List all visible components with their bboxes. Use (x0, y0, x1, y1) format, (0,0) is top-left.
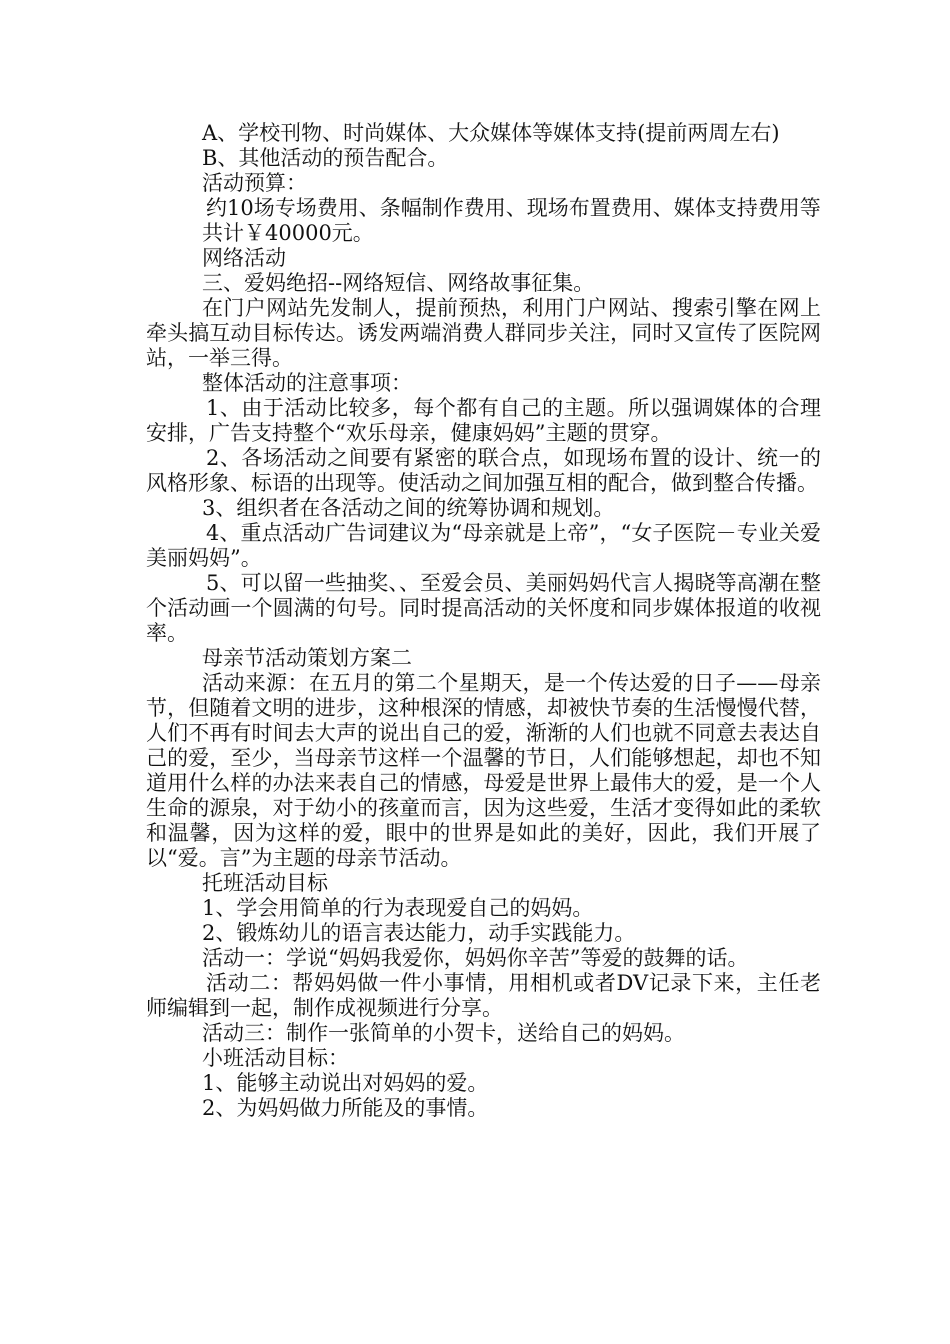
paragraph-note-2: 2、各场活动之间要有紧密的联合点，如现场布置的设计、统一的风格形象、标语的出现等。使活动之间加强互相的配合，做到整合传播。 (146, 446, 821, 495)
paragraph-toddler-goal-1: 1、学会用简单的行为表现爱自己的妈妈。 (202, 896, 594, 920)
paragraph-budget-total: 共计￥40000元。 (202, 221, 374, 245)
paragraph-online-heading: 网络活动 (202, 246, 286, 270)
paragraph-budget-heading: 活动预算： (202, 171, 307, 195)
paragraph-preview: B、其他活动的预告配合。 (202, 146, 449, 170)
paragraph-toddler-goals-heading: 托班活动目标 (202, 871, 328, 895)
document-body (146, 121, 821, 1121)
paragraph-activity-two: 活动二：帮妈妈做一件小事情，用相机或者DV记录下来，主任老师编辑到一起，制作成视频进行分享。 (146, 971, 821, 1020)
paragraph-activity-source: 活动来源：在五月的第二个星期天，是一个传达爱的日子——母亲节，但随着文明的进步，这种根深的情感，却被快节奏的生活慢慢代替，人们不再有时间去大声的说出自己的爱，渐渐的人们也就不同意去表达自己的爱，至少，当母亲节这样一个温馨的节日，人们能够想起，却也不知道用什么样的办法来表自己的情感，母爱是世界上最伟大的爱，是一个人生命的源泉，对于幼小的孩童而言，因为这些爱，生活才变得如此的柔软和温馨，因为这样的爱，眼中的世界是如此的美好，因此，我们开展了以“爱。言”为主题的母亲节活动。 (146, 671, 821, 870)
paragraph-small-class-heading: 小班活动目标： (202, 1046, 349, 1070)
paragraph-small-class-goal-2: 2、为妈妈做力所能及的事情。 (202, 1096, 489, 1120)
paragraph-note-1: 1、由于活动比较多，每个都有自己的主题。所以强调媒体的合理安排，广告支持整个“欢乐母亲，健康妈妈”主题的贯穿。 (146, 396, 821, 445)
paragraph-online-item: 三、爱妈绝招--网络短信、网络故事征集。 (202, 271, 595, 295)
paragraph-note-4: 4、重点活动广告词建议为“母亲就是上帝”，“女子医院－专业关爱美丽妈妈”。 (146, 521, 821, 570)
paragraph-note-5: 5、可以留一些抽奖、、至爱会员、美丽妈妈代言人揭晓等高潮在整个活动画一个圆满的句号。同时提高活动的关怀度和同步媒体报道的收视率。 (146, 571, 821, 645)
paragraph-small-class-goal-1: 1、能够主动说出对妈妈的爱。 (202, 1071, 489, 1095)
paragraph-portal: 在门户网站先发制人，提前预热，利用门户网站、搜索引擎在网上牵头搞互动目标传达。诱发两端消费人群同步关注，同时又宣传了医院网站，一举三得。 (146, 296, 821, 370)
paragraph-notes-heading: 整体活动的注意事项： (202, 371, 412, 395)
paragraph-budget-items: 约10场专场费用、条幅制作费用、现场布置费用、媒体支持费用等 (206, 196, 821, 220)
paragraph-activity-one: 活动一：学说“妈妈我爱你，妈妈你辛苦”等爱的鼓舞的话。 (202, 946, 749, 970)
paragraph-toddler-goal-2: 2、锻炼幼儿的语言表达能力，动手实践能力。 (202, 921, 636, 945)
paragraph-note-3: 3、组织者在各活动之间的统筹协调和规划。 (202, 496, 615, 520)
paragraph-plan-two-title: 母亲节活动策划方案二 (202, 646, 412, 670)
paragraph-activity-three: 活动三：制作一张简单的小贺卡，送给自己的妈妈。 (202, 1021, 685, 1045)
paragraph-media-support: A、学校刊物、时尚媒体、大众媒体等媒体支持(提前两周左右) (202, 121, 780, 145)
